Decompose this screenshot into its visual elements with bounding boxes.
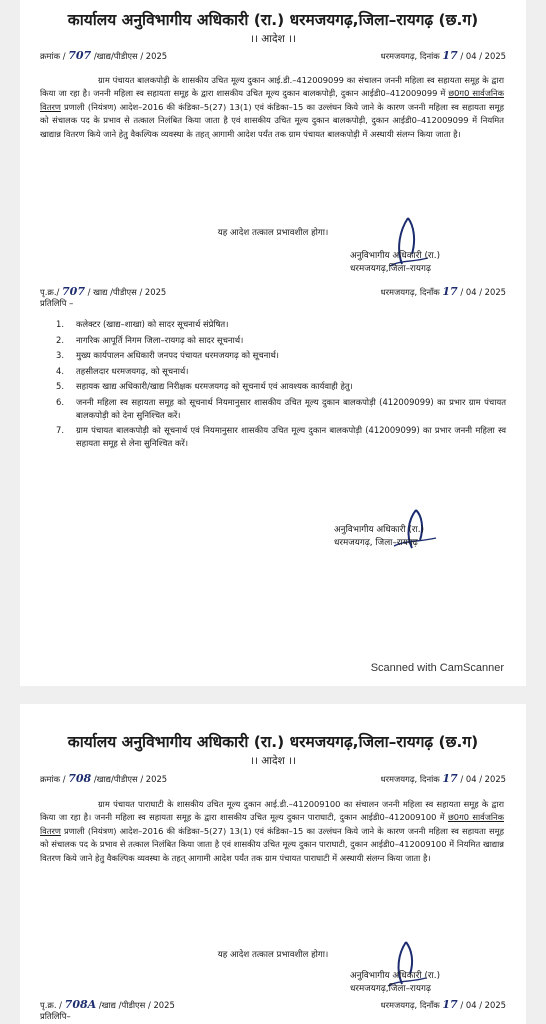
list-item: 4. तहसीलदार धरमजयगढ़, को सूचनार्थ।	[56, 365, 189, 376]
page-title: कार्यालय अनुविभागीय अधिकारी (रा.) धरमजयगढ़,जिला–रायगढ़ (छ.ग)	[67, 11, 479, 29]
order-date: धरमजयगढ़, दिनांक 17 / 04 / 2025	[380, 49, 506, 62]
signature-block-2	[334, 524, 424, 550]
copy-reference-number: पृ.क्र./ 707 / खाद्य /पीडीएस / 2025	[40, 285, 167, 298]
handwritten-date: 17	[442, 285, 458, 298]
order-heading: ।। आदेश ।।	[249, 755, 297, 767]
list-item: 7. ग्राम पंचायत बालकपोड़ी को सूचनार्थ एवं नियमानुसार शासकीय उचित मूल्य दुकान बालकपोड़ी (412009099) का प्रभार जननी महिला स्व सहायता समूह से लेना सुनिश्चित करें।	[56, 425, 506, 448]
copy-recipients-list	[56, 318, 506, 452]
copy-to-label: प्रतिलिपि–	[40, 1011, 71, 1021]
list-item: 3. मुख्य कार्यपालन अधिकारी जनपद पंचायत धरमजयगढ़ को सूचनार्थ।	[56, 350, 279, 361]
handwritten-number: 707	[62, 285, 85, 298]
signatory-designation: अनुविभागीय अधिकारी (रा.)	[350, 971, 441, 981]
order-body: ग्राम पंचायत बालकपोड़ी के शासकीय उचित मूल्य दुकान आई.डी.–412009099 का संचालन जननी महिला स्व सहायता समूह के द्वारा किया जा रहा है। जननी महिला स्व सहायता समूह के द्वारा शासकीय उचित मूल्य दुकान बालकपोड़ी, दुकान आईडी0–412009099 में छ0ग0 सार्वजनिक वितरण प्रणाली (नियंत्रण) आदेश–2016 की कंडिका–5(27) 13(1) एवं कंडिका–15 का उल्लंघन किये जाने के कारण जननी महिला स्व सहायता समूह को संचालक पद के प्रभाव से तत्काल निलंबित किया जाता है एवं शासकीय उचित मूल्य दुकान बालकपोड़ी, दुकान आईडी0–412009099 में नियमित खाद्यान्न वितरण किये जाने हेतु वैकल्पिक व्यवस्था के तहत् आगामी आदेश पर्यंत तक ग्राम पंचायत बालकपोड़ी में अस्थायी संलग्न किया जाता है।	[40, 75, 504, 139]
reference-row	[40, 49, 506, 62]
handwritten-date: 17	[442, 49, 458, 62]
order-heading: ।। आदेश ।।	[249, 33, 297, 45]
list-item: 5. सहायक खाद्य अधिकारी/खाद्य निरीक्षक धरमजयगढ़ को सूचनार्थ एवं आवश्यक कार्यवाही हेतु।	[56, 381, 353, 392]
copy-to-label: प्रतिलिपि –	[40, 298, 74, 308]
document-page-1	[20, 0, 526, 686]
handwritten-date: 17	[442, 772, 458, 785]
signatory-designation: अनुविभागीय अधिकारी (रा.)	[350, 251, 441, 261]
handwritten-number: 707	[68, 49, 92, 62]
document-page-2	[20, 704, 526, 1024]
scanner-watermark: Scanned with CamScanner	[370, 662, 504, 674]
signatory-location: धरमजयगढ़,जिला–रायगढ़	[350, 264, 431, 274]
order-body: ग्राम पंचायत पाराघाटी के शासकीय उचित मूल्य दुकान आई.डी.–412009100 का संचालन जननी महिला स्व सहायता समूह के द्वारा किया जा रहा है। जननी महिला स्व सहायता समूह के द्वारा शासकीय उचित मूल्य दुकान पाराघाटी, दुकान आईडी0–412009100 में छ0ग0 सार्वजनिक वितरण प्रणाली (नियंत्रण) आदेश–2016 की कंडिका–5(27) 13(1) एवं कंडिका–15 का उल्लंघन किये जाने के कारण जननी महिला स्व सहायता समूह को संचालक पद के प्रभाव से तत्काल निलंबित किया जाता है एवं शासकीय उचित मूल्य दुकान पाराघाटी, दुकान आईडी0–412009100 में नियमित खाद्यान्न वितरण किये जाने हेतु वैकल्पिक व्यवस्था के तहत् आगामी आदेश पर्यंत तक ग्राम पंचायत पाराघाटी में अस्थायी संलग्न किया जाता है।	[40, 799, 504, 863]
copy-reference-row	[40, 285, 506, 298]
list-item: 1. कलेक्टर (खाद्य–शाखा) को सादर सूचनार्थ संप्रेषित।	[56, 319, 229, 329]
copy-date: धरमजयगढ़, दिनाँक 17 / 04 / 2025	[380, 285, 506, 298]
signatory-location: धरमजयगढ़, जिला–रायगढ़	[334, 538, 418, 548]
order-date: धरमजयगढ़, दिनांक 17 / 04 / 2025	[380, 772, 506, 785]
reference-number: क्रमांक / 708 /खाद्य/पीडीएस / 2025	[40, 772, 168, 785]
list-item: 2. नागरिक आपूर्ति निगम जिला–रायगढ़ को सादर सूचनार्थ।	[56, 334, 244, 345]
effective-statement: यह आदेश तत्काल प्रभावशील होगा।	[217, 228, 329, 238]
handwritten-number: 708	[68, 772, 92, 785]
handwritten-number: 708A	[64, 998, 97, 1011]
reference-row	[40, 772, 506, 785]
page-title: कार्यालय अनुविभागीय अधिकारी (रा.) धरमजयगढ़,जिला–रायगढ़ (छ.ग)	[67, 733, 479, 751]
list-item: 6. जननी महिला स्व सहायता समूह को सूचनार्थ नियमानुसार शासकीय उचित मूल्य दुकान बालकपोड़ी (412009099) का प्रभार ग्राम पंचायत बालकपोड़ी को देना सुनिश्चित करें।	[56, 396, 506, 420]
copy-date: धरमजयगढ़, दिनाँक 17 / 04 / 2025	[380, 998, 506, 1011]
signatory-designation: अनुविभागीय अधिकारी (रा.)	[334, 525, 425, 535]
signature-block-1	[350, 250, 440, 276]
handwritten-date: 17	[442, 998, 458, 1011]
signatory-location: धरमजयगढ़,जिला–रायगढ़	[350, 984, 431, 994]
copy-reference-row	[40, 998, 506, 1011]
copy-reference-number: पृ.क्र. / 708A /खाद्य /पीडीएस / 2025	[40, 998, 175, 1011]
reference-number: क्रमांक / 707 /खाद्य/पीडीएस / 2025	[40, 49, 168, 62]
signature-block-1	[350, 970, 440, 996]
effective-statement: यह आदेश तत्काल प्रभावशील होगा।	[217, 950, 329, 960]
